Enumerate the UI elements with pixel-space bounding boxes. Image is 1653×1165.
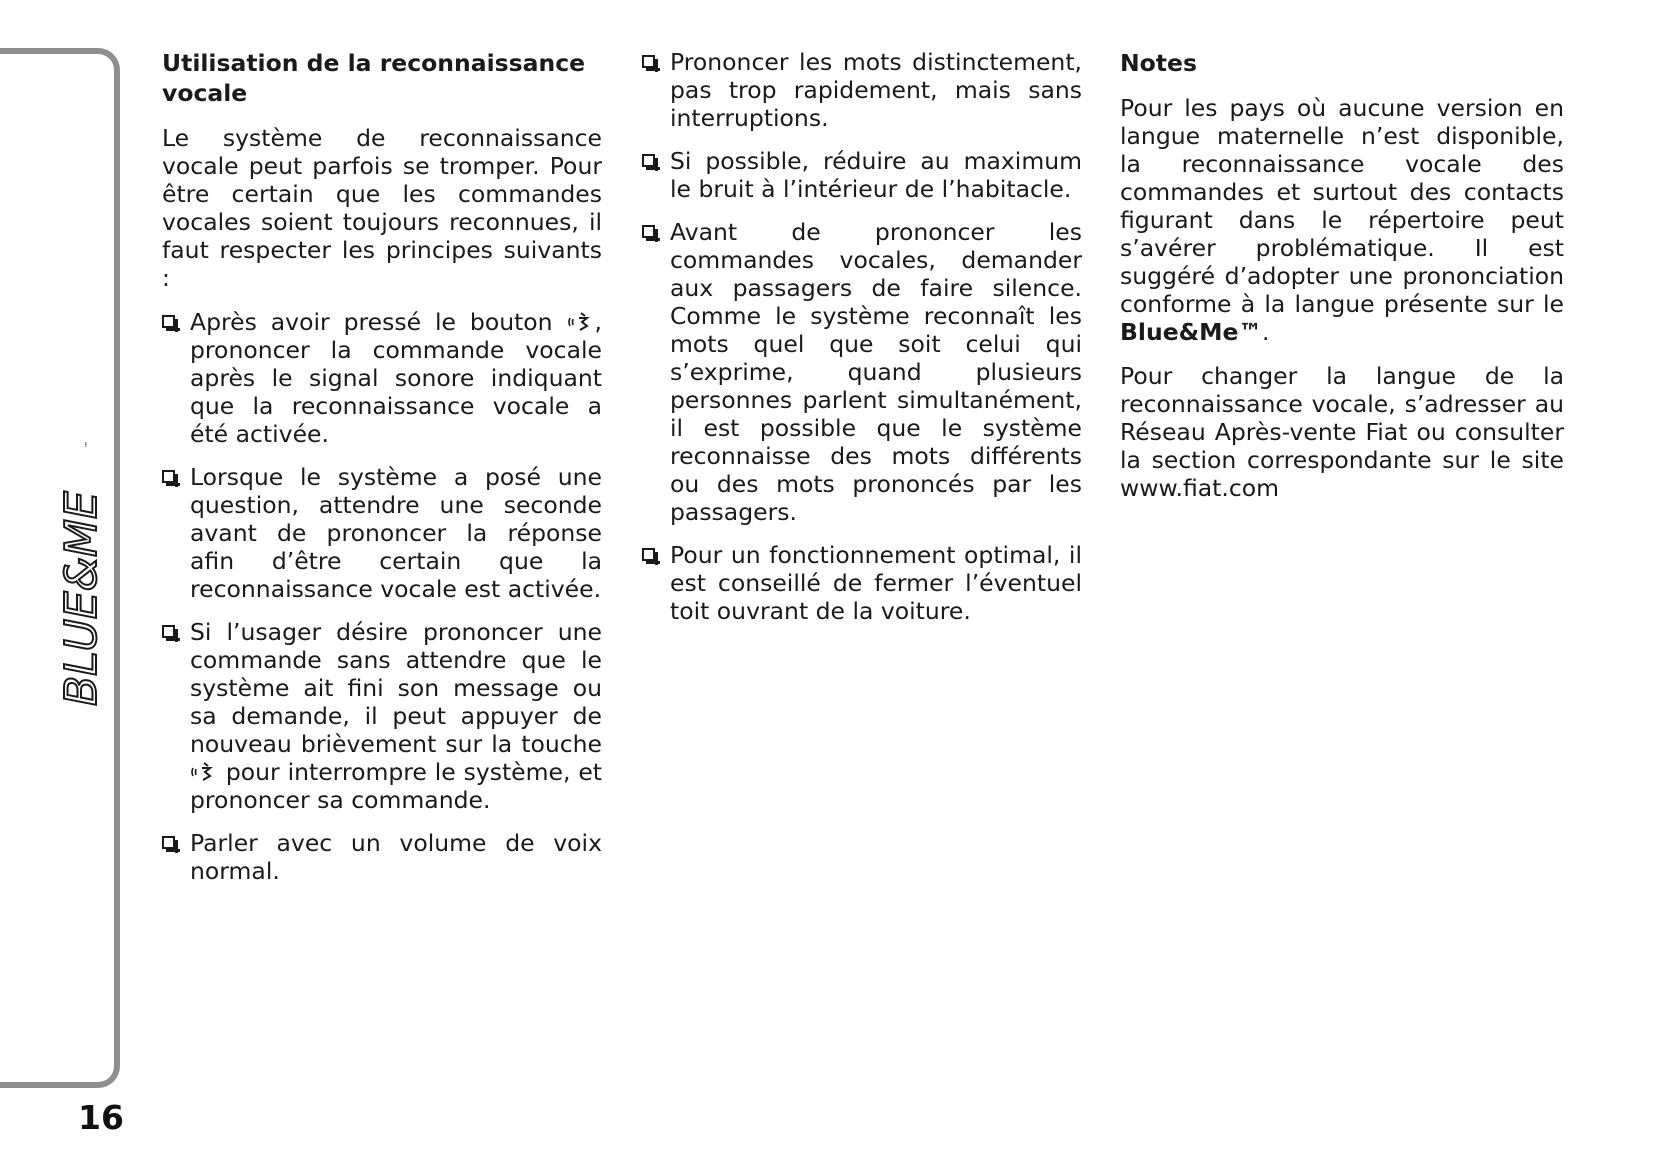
- list-item: [162, 829, 602, 885]
- voice-command-icon: [567, 310, 595, 334]
- notes-paragraph-2: Pour changer la langue de la reconnaissance vocale, s’adresser au Réseau Après-vente Fiat ou consulter la section correspondante sur le site www.fiat.com: [1120, 362, 1564, 502]
- list-item-text-start: Après avoir pressé le bouton: [190, 308, 567, 336]
- svg-text:BLUE&ME: BLUE&ME: [56, 491, 107, 706]
- column-3: [1120, 48, 1564, 518]
- list-item-text: Avant de prononcer les commandes vocales, demander aux passagers de faire silence. Comme le système reconnaît les mots quel que soit celui qui s’exprime, quand plusieurs personnes parlent simultanément, il est possible que le système reconnaisse des mots différents ou des mots prononcés par les passagers.: [670, 218, 1082, 526]
- checkbox-bullet-icon: [162, 470, 175, 483]
- column-1: [162, 48, 602, 900]
- column-2: [642, 48, 1082, 640]
- list-item-text: Pour un fonctionnement optimal, il est conseillé de fermer l’éventuel toit ouvrant de la voiture.: [670, 541, 1082, 625]
- checkbox-bullet-icon: [642, 55, 655, 68]
- list-item: [162, 618, 602, 814]
- list-item-text: Prononcer les mots distinctement, pas trop rapidement, mais sans interruptions.: [670, 48, 1082, 132]
- list-item-text-end: , prononcer la commande vocale après le signal sonore indiquant que la reconnaissance vocale a été activée.: [190, 308, 602, 448]
- list-item-text-start: Si l’usager désire prononcer une commande sans attendre que le système ait fini son message ou sa demande, il peut appuyer de nouveau brièvement sur la touche: [190, 618, 602, 758]
- principles-list: [162, 308, 602, 885]
- principles-list-continued: [642, 48, 1082, 625]
- section-title: Utilisation de la reconnaissance vocale: [162, 49, 586, 107]
- list-item-text-end: pour interrompre le système, et prononcer sa commande.: [190, 758, 602, 814]
- list-item: [642, 541, 1082, 625]
- notes-paragraph-1-text: Pour les pays où aucune version en langue maternelle n’est disponible, la reconnaissance vocale des commandes et surtout des contacts figurant dans le répertoire peut s’avérer problématique. Il est suggéré d’adopter une prononciation conforme à la langue présente sur le: [1120, 94, 1564, 318]
- svg-text:™: ™: [84, 441, 92, 448]
- list-item-text: Lorsque le système a posé une question, attendre une seconde avant de prononcer la réponse afin d’être certain que la reconnaissance vocale est activée.: [190, 463, 602, 603]
- blue-and-me-logo: [20, 440, 120, 710]
- notes-paragraph-1: [1120, 94, 1564, 346]
- list-item: [162, 463, 602, 603]
- list-item: [162, 308, 602, 448]
- list-item: [642, 147, 1082, 203]
- checkbox-bullet-icon: [642, 548, 655, 561]
- list-item: [642, 218, 1082, 526]
- brand-name: Blue&Me™: [1120, 318, 1262, 346]
- notes-paragraph-1-end: .: [1261, 318, 1270, 346]
- list-item: [642, 48, 1082, 132]
- checkbox-bullet-icon: [162, 625, 175, 638]
- voice-command-icon: [190, 760, 218, 784]
- checkbox-bullet-icon: [162, 315, 175, 328]
- intro-paragraph: Le système de reconnaissance vocale peut parfois se tromper. Pour être certain que les commandes vocales soient toujours reconnues, il faut respecter les principes suivants :: [162, 124, 602, 292]
- checkbox-bullet-icon: [162, 836, 175, 849]
- notes-title: Notes: [1120, 49, 1197, 77]
- page-number: 16: [78, 1098, 124, 1137]
- checkbox-bullet-icon: [642, 225, 655, 238]
- list-item-text: Parler avec un volume de voix normal.: [190, 829, 602, 885]
- checkbox-bullet-icon: [642, 154, 655, 167]
- list-item-text: Si possible, réduire au maximum le bruit à l’intérieur de l’habitacle.: [670, 147, 1082, 203]
